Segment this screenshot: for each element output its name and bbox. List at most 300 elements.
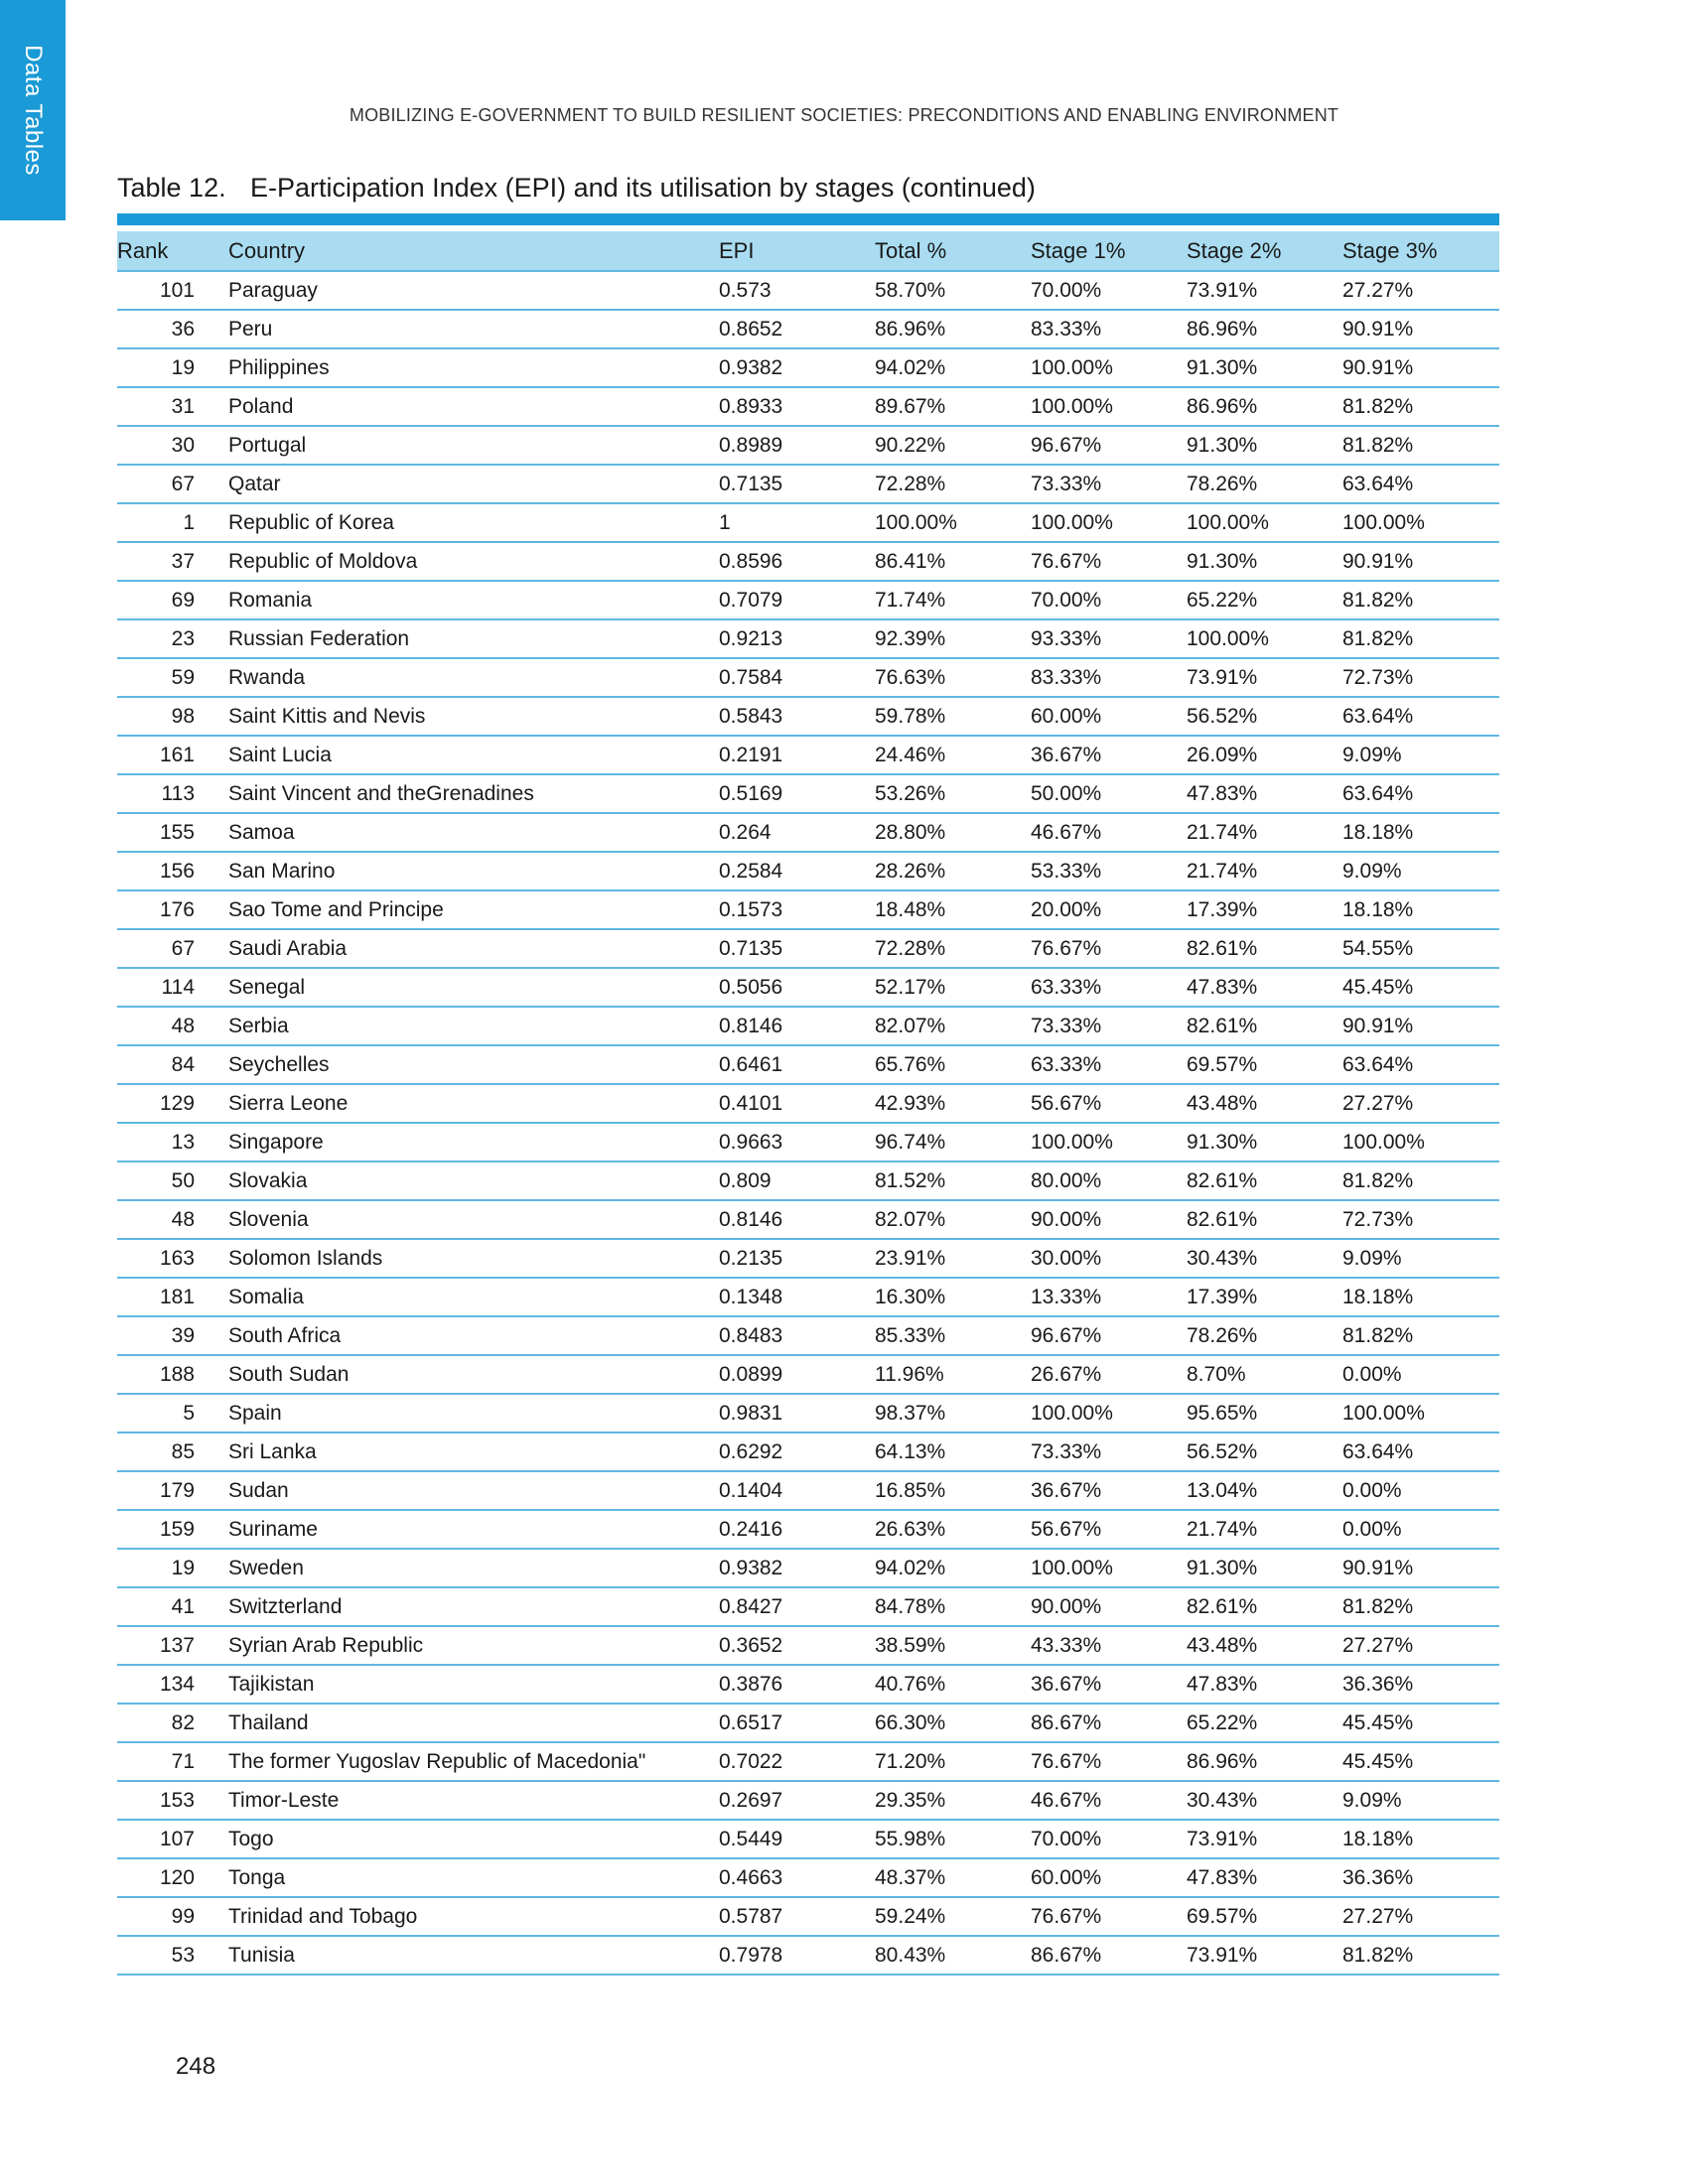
cell-epi: 0.8933 [719,387,875,426]
cell-rank: 176 [117,890,195,929]
cell-gap [195,1239,228,1278]
cell-stage3: 72.73% [1342,1200,1499,1239]
table-row [117,1200,1499,1239]
cell-epi: 0.6517 [719,1704,875,1742]
table-row [117,426,1499,465]
table-row [117,1510,1499,1549]
header-stage1: Stage 1% [1031,231,1187,271]
header-gap [195,231,228,271]
table-row [117,1897,1499,1936]
cell-stage2: 86.96% [1187,310,1342,348]
cell-stage1: 100.00% [1031,1394,1187,1433]
cell-country: Portugal [228,426,719,465]
table-title-text: E-Participation Index (EPI) and its utilisation by stages (continued) [250,173,1036,203]
cell-stage1: 50.00% [1031,774,1187,813]
cell-stage3: 45.45% [1342,1704,1499,1742]
cell-total: 53.26% [875,774,1031,813]
cell-stage2: 47.83% [1187,774,1342,813]
cell-rank: 163 [117,1239,195,1278]
cell-total: 65.76% [875,1045,1031,1084]
cell-stage2: 30.43% [1187,1781,1342,1820]
cell-stage1: 56.67% [1031,1510,1187,1549]
cell-rank: 99 [117,1897,195,1936]
cell-stage1: 83.33% [1031,658,1187,697]
cell-gap [195,1665,228,1704]
cell-total: 58.70% [875,271,1031,310]
cell-stage1: 20.00% [1031,890,1187,929]
table-row [117,1626,1499,1665]
cell-epi: 0.5787 [719,1897,875,1936]
cell-stage2: 47.83% [1187,1858,1342,1897]
cell-rank: 13 [117,1123,195,1161]
cell-gap [195,426,228,465]
cell-total: 16.30% [875,1278,1031,1316]
table-row [117,1394,1499,1433]
cell-gap [195,1007,228,1045]
cell-country: Singapore [228,1123,719,1161]
cell-stage3: 81.82% [1342,581,1499,619]
cell-rank: 188 [117,1355,195,1394]
cell-stage3: 18.18% [1342,813,1499,852]
cell-stage3: 18.18% [1342,1278,1499,1316]
cell-stage1: 76.67% [1031,1742,1187,1781]
header-stage3: Stage 3% [1342,231,1499,271]
cell-total: 94.02% [875,348,1031,387]
cell-country: Slovakia [228,1161,719,1200]
cell-stage2: 91.30% [1187,348,1342,387]
cell-rank: 41 [117,1587,195,1626]
cell-gap [195,1433,228,1471]
cell-epi: 0.8146 [719,1200,875,1239]
table-row [117,1161,1499,1200]
cell-country: Timor-Leste [228,1781,719,1820]
cell-country: Serbia [228,1007,719,1045]
table-row [117,1278,1499,1316]
cell-rank: 134 [117,1665,195,1704]
cell-country: Tunisia [228,1936,719,1975]
cell-stage2: 73.91% [1187,271,1342,310]
cell-total: 59.24% [875,1897,1031,1936]
cell-epi: 0.8596 [719,542,875,581]
cell-stage1: 80.00% [1031,1161,1187,1200]
cell-rank: 113 [117,774,195,813]
cell-rank: 101 [117,271,195,310]
cell-stage2: 82.61% [1187,1007,1342,1045]
cell-gap [195,1200,228,1239]
cell-stage3: 9.09% [1342,852,1499,890]
cell-rank: 179 [117,1471,195,1510]
cell-stage3: 81.82% [1342,1161,1499,1200]
cell-stage3: 27.27% [1342,1897,1499,1936]
cell-stage3: 63.64% [1342,1433,1499,1471]
cell-stage1: 36.67% [1031,1665,1187,1704]
cell-country: Sao Tome and Principe [228,890,719,929]
cell-rank: 37 [117,542,195,581]
cell-epi: 0.6461 [719,1045,875,1084]
table-row [117,1587,1499,1626]
cell-rank: 36 [117,310,195,348]
cell-rank: 67 [117,465,195,503]
cell-country: Togo [228,1820,719,1858]
cell-country: Slovenia [228,1200,719,1239]
cell-epi: 0.8427 [719,1587,875,1626]
cell-total: 52.17% [875,968,1031,1007]
cell-stage3: 100.00% [1342,1394,1499,1433]
cell-country: Trinidad and Tobago [228,1897,719,1936]
cell-stage3: 81.82% [1342,1316,1499,1355]
cell-stage3: 100.00% [1342,1123,1499,1161]
cell-stage3: 63.64% [1342,465,1499,503]
cell-epi: 0.2584 [719,852,875,890]
cell-stage2: 56.52% [1187,1433,1342,1471]
title-divider [117,213,1499,225]
table-row [117,503,1499,542]
cell-gap [195,1704,228,1742]
cell-country: Saint Lucia [228,736,719,774]
cell-country: San Marino [228,852,719,890]
cell-total: 71.20% [875,1742,1031,1781]
cell-stage2: 100.00% [1187,619,1342,658]
header-total: Total % [875,231,1031,271]
cell-gap [195,1549,228,1587]
cell-epi: 0.9213 [719,619,875,658]
cell-country: Sudan [228,1471,719,1510]
cell-country: Sierra Leone [228,1084,719,1123]
cell-country: Somalia [228,1278,719,1316]
cell-stage2: 91.30% [1187,542,1342,581]
table-row [117,1239,1499,1278]
cell-stage1: 13.33% [1031,1278,1187,1316]
cell-stage2: 26.09% [1187,736,1342,774]
cell-epi: 0.9663 [719,1123,875,1161]
cell-total: 81.52% [875,1161,1031,1200]
cell-epi: 0.264 [719,813,875,852]
cell-gap [195,465,228,503]
cell-gap [195,813,228,852]
cell-stage2: 17.39% [1187,1278,1342,1316]
cell-gap [195,542,228,581]
cell-stage1: 96.67% [1031,1316,1187,1355]
cell-stage2: 47.83% [1187,968,1342,1007]
cell-country: South Sudan [228,1355,719,1394]
cell-epi: 0.573 [719,271,875,310]
cell-rank: 48 [117,1007,195,1045]
cell-stage2: 8.70% [1187,1355,1342,1394]
cell-epi: 0.3876 [719,1665,875,1704]
cell-country: Tonga [228,1858,719,1897]
cell-epi: 0.2191 [719,736,875,774]
cell-stage3: 81.82% [1342,1936,1499,1975]
cell-rank: 19 [117,348,195,387]
table-row [117,271,1499,310]
cell-stage2: 82.61% [1187,929,1342,968]
cell-rank: 120 [117,1858,195,1897]
cell-total: 18.48% [875,890,1031,929]
cell-total: 72.28% [875,465,1031,503]
table-row [117,348,1499,387]
cell-gap [195,1355,228,1394]
cell-stage2: 82.61% [1187,1161,1342,1200]
cell-stage1: 73.33% [1031,1433,1187,1471]
cell-total: 24.46% [875,736,1031,774]
cell-stage3: 90.91% [1342,310,1499,348]
table-row [117,1123,1499,1161]
cell-total: 84.78% [875,1587,1031,1626]
cell-country: Switzterland [228,1587,719,1626]
cell-epi: 0.9382 [719,348,875,387]
cell-stage1: 83.33% [1031,310,1187,348]
cell-stage2: 13.04% [1187,1471,1342,1510]
cell-rank: 161 [117,736,195,774]
cell-epi: 0.2135 [719,1239,875,1278]
cell-country: The former Yugoslav Republic of Macedonia" [228,1742,719,1781]
cell-country: Republic of Korea [228,503,719,542]
header-rank: Rank [117,231,195,271]
cell-country: South Africa [228,1316,719,1355]
cell-country: Peru [228,310,719,348]
cell-stage2: 21.74% [1187,813,1342,852]
cell-total: 38.59% [875,1626,1031,1665]
cell-total: 28.80% [875,813,1031,852]
cell-epi: 1 [719,503,875,542]
cell-gap [195,697,228,736]
cell-gap [195,1278,228,1316]
cell-epi: 0.7135 [719,929,875,968]
cell-stage3: 36.36% [1342,1665,1499,1704]
cell-stage3: 81.82% [1342,1587,1499,1626]
cell-stage3: 63.64% [1342,774,1499,813]
cell-country: Romania [228,581,719,619]
cell-epi: 0.5449 [719,1820,875,1858]
cell-total: 94.02% [875,1549,1031,1587]
cell-stage2: 91.30% [1187,1549,1342,1587]
cell-rank: 85 [117,1433,195,1471]
cell-rank: 155 [117,813,195,852]
cell-stage3: 9.09% [1342,1239,1499,1278]
cell-gap [195,1123,228,1161]
cell-epi: 0.5169 [719,774,875,813]
cell-total: 76.63% [875,658,1031,697]
cell-country: Seychelles [228,1045,719,1084]
cell-stage2: 43.48% [1187,1626,1342,1665]
page-number: 248 [176,2053,216,2080]
cell-stage2: 82.61% [1187,1587,1342,1626]
cell-gap [195,503,228,542]
cell-country: Sweden [228,1549,719,1587]
cell-stage1: 76.67% [1031,929,1187,968]
cell-stage3: 90.91% [1342,542,1499,581]
cell-epi: 0.1348 [719,1278,875,1316]
cell-epi: 0.1404 [719,1471,875,1510]
cell-epi: 0.6292 [719,1433,875,1471]
cell-total: 23.91% [875,1239,1031,1278]
cell-stage2: 73.91% [1187,1936,1342,1975]
table-row [117,968,1499,1007]
cell-rank: 98 [117,697,195,736]
cell-total: 16.85% [875,1471,1031,1510]
cell-rank: 114 [117,968,195,1007]
cell-epi: 0.8146 [719,1007,875,1045]
cell-stage1: 90.00% [1031,1200,1187,1239]
cell-stage1: 73.33% [1031,465,1187,503]
cell-total: 11.96% [875,1355,1031,1394]
cell-total: 96.74% [875,1123,1031,1161]
table-row [117,1858,1499,1897]
section-tab-label: Data Tables [20,45,47,176]
cell-total: 72.28% [875,929,1031,968]
cell-total: 89.67% [875,387,1031,426]
cell-stage1: 30.00% [1031,1239,1187,1278]
cell-stage1: 76.67% [1031,1897,1187,1936]
cell-stage1: 60.00% [1031,1858,1187,1897]
cell-total: 82.07% [875,1200,1031,1239]
cell-total: 59.78% [875,697,1031,736]
cell-rank: 159 [117,1510,195,1549]
cell-country: Rwanda [228,658,719,697]
cell-country: Senegal [228,968,719,1007]
cell-stage2: 86.96% [1187,387,1342,426]
cell-stage1: 63.33% [1031,1045,1187,1084]
cell-epi: 0.0899 [719,1355,875,1394]
cell-stage1: 26.67% [1031,1355,1187,1394]
cell-gap [195,1161,228,1200]
cell-rank: 59 [117,658,195,697]
cell-stage1: 36.67% [1031,1471,1187,1510]
cell-stage3: 63.64% [1342,1045,1499,1084]
cell-gap [195,581,228,619]
cell-stage2: 78.26% [1187,1316,1342,1355]
cell-country: Saint Vincent and theGrenadines [228,774,719,813]
cell-stage2: 73.91% [1187,1820,1342,1858]
cell-stage1: 60.00% [1031,697,1187,736]
cell-gap [195,1045,228,1084]
cell-stage1: 100.00% [1031,503,1187,542]
cell-rank: 69 [117,581,195,619]
cell-country: Republic of Moldova [228,542,719,581]
cell-stage1: 86.67% [1031,1704,1187,1742]
table-row [117,1742,1499,1781]
cell-total: 64.13% [875,1433,1031,1471]
cell-country: Paraguay [228,271,719,310]
cell-epi: 0.9831 [719,1394,875,1433]
header-country: Country [228,231,719,271]
cell-epi: 0.8483 [719,1316,875,1355]
cell-gap [195,1394,228,1433]
cell-epi: 0.7135 [719,465,875,503]
cell-stage1: 73.33% [1031,1007,1187,1045]
cell-total: 85.33% [875,1316,1031,1355]
cell-total: 40.76% [875,1665,1031,1704]
cell-country: Qatar [228,465,719,503]
table-row [117,310,1499,348]
cell-stage1: 100.00% [1031,387,1187,426]
cell-country: Thailand [228,1704,719,1742]
cell-stage1: 63.33% [1031,968,1187,1007]
table-row [117,697,1499,736]
cell-stage2: 30.43% [1187,1239,1342,1278]
cell-stage1: 36.67% [1031,736,1187,774]
table-row [117,1820,1499,1858]
cell-stage3: 27.27% [1342,1626,1499,1665]
cell-stage2: 86.96% [1187,1742,1342,1781]
cell-gap [195,1510,228,1549]
table-row [117,1471,1499,1510]
cell-stage3: 0.00% [1342,1471,1499,1510]
cell-gap [195,1316,228,1355]
cell-rank: 82 [117,1704,195,1742]
running-header: MOBILIZING E-GOVERNMENT TO BUILD RESILIENT SOCIETIES: PRECONDITIONS AND ENABLING ENVIRONMENT [349,105,1339,125]
cell-stage2: 100.00% [1187,503,1342,542]
cell-epi: 0.5056 [719,968,875,1007]
table-row [117,658,1499,697]
cell-country: Russian Federation [228,619,719,658]
cell-epi: 0.7079 [719,581,875,619]
cell-stage1: 70.00% [1031,271,1187,310]
table-row [117,1781,1499,1820]
table-row [117,813,1499,852]
cell-stage3: 100.00% [1342,503,1499,542]
cell-gap [195,1626,228,1665]
cell-stage3: 81.82% [1342,619,1499,658]
cell-gap [195,890,228,929]
table-row [117,929,1499,968]
cell-gap [195,387,228,426]
cell-gap [195,310,228,348]
cell-gap [195,658,228,697]
cell-epi: 0.7978 [719,1936,875,1975]
cell-gap [195,968,228,1007]
table-number: Table 12. [117,173,226,203]
cell-epi: 0.1573 [719,890,875,929]
cell-rank: 1 [117,503,195,542]
cell-total: 29.35% [875,1781,1031,1820]
cell-epi: 0.3652 [719,1626,875,1665]
cell-rank: 39 [117,1316,195,1355]
cell-stage2: 17.39% [1187,890,1342,929]
cell-total: 71.74% [875,581,1031,619]
cell-rank: 48 [117,1200,195,1239]
cell-stage2: 91.30% [1187,426,1342,465]
cell-stage3: 36.36% [1342,1858,1499,1897]
cell-gap [195,852,228,890]
cell-epi: 0.2697 [719,1781,875,1820]
cell-rank: 137 [117,1626,195,1665]
cell-stage1: 100.00% [1031,1549,1187,1587]
cell-country: Suriname [228,1510,719,1549]
cell-total: 92.39% [875,619,1031,658]
cell-rank: 107 [117,1820,195,1858]
cell-stage3: 72.73% [1342,658,1499,697]
cell-rank: 31 [117,387,195,426]
cell-gap [195,271,228,310]
cell-stage1: 76.67% [1031,542,1187,581]
cell-stage2: 78.26% [1187,465,1342,503]
cell-stage3: 18.18% [1342,1820,1499,1858]
cell-stage1: 53.33% [1031,852,1187,890]
cell-stage3: 0.00% [1342,1510,1499,1549]
cell-epi: 0.2416 [719,1510,875,1549]
cell-stage1: 43.33% [1031,1626,1187,1665]
cell-country: Samoa [228,813,719,852]
cell-stage2: 47.83% [1187,1665,1342,1704]
cell-rank: 5 [117,1394,195,1433]
cell-stage3: 90.91% [1342,1007,1499,1045]
cell-stage3: 54.55% [1342,929,1499,968]
cell-rank: 30 [117,426,195,465]
cell-stage1: 56.67% [1031,1084,1187,1123]
cell-country: Philippines [228,348,719,387]
cell-stage1: 93.33% [1031,619,1187,658]
